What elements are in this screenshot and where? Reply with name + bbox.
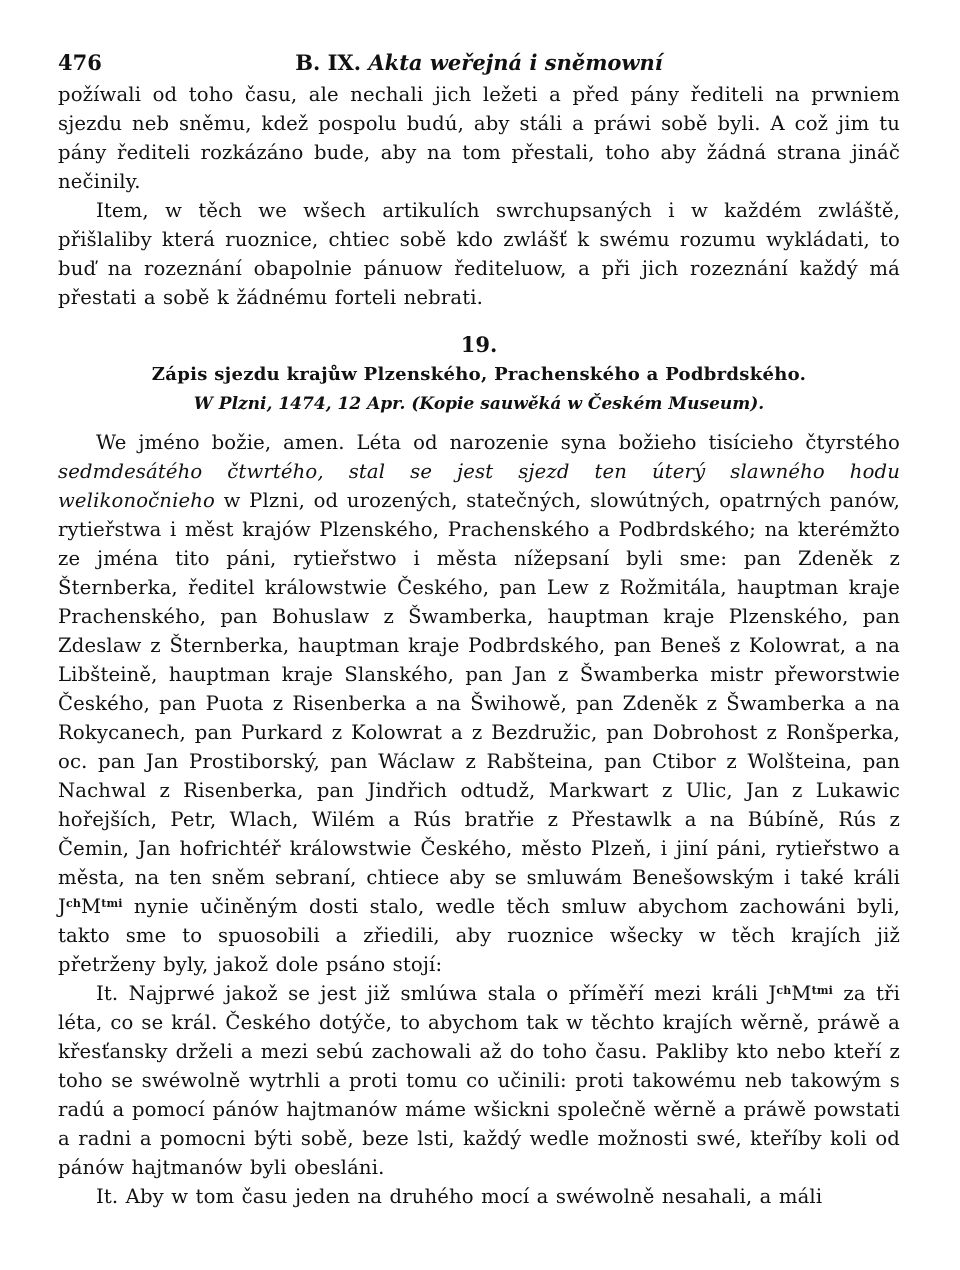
p2-sup-ch: ch (776, 984, 792, 997)
p1-italic-date: sedmdesátého čtwrtého, stal se jest sjezd ten úterý slawného hodu welikonočnieho (58, 460, 900, 512)
p1-middle: w Plzni, od urozených, statečných, slowútných, opatrných panów, rytieřstwa i měst krajów Plzenského, Prachenského a Podbrdského; na kterémžto ze jména tito páni, rytieřstwo i města nížepsaní byli sme: pan Zdeněk z Šternberka, ředitel králowstwie Českého, pan Lew z Rožmitála, hauptman kraje Prachenského, pan Bohuslaw z Šwamberka, hauptman kraje Plzenského, pan Zdeslaw z Šternberka, hauptman kraje Podbrdského, pan Beneš z Kolowrat, a na Libšteině, hauptman kraje Slanského, pan Jan z Šwamberka mistr přeworstwie Českého, pan Puota z Risenberka a na Šwihowě, pan Zdeněk z Šwamberka a na Rokycanech, pan Purkard z Kolowrat a z Bezdružic, pan Dobrohost z Ronšperka, oc. pan Jan Prostiborský, pan Wáclaw z Rabšteina, pan Ctibor z Wolšteina, pan Nachwal z Risenberka, pan Jindřich odtudž, Markwart z Ulic, Jan z Lukawic hořejších, Petr, Wlach, Wilém a Rús bratřie z Přestawlk a na Búbíně, Rús z Čemin, Jan hofrichtéř králowstwie Českého, město Plzeň, i jiní páni, rytieřstwo a města, na ten sněm sebraní, chtiece aby se smluwám Benešowským i také králi J (58, 489, 900, 918)
chapter-label: B. IX. (295, 50, 362, 75)
page-header (58, 40, 900, 80)
document-place-date: W Plzni, 1474, 12 Apr. (193, 394, 406, 414)
p1-start: We jméno božie, amen. Léta od narozenie syna božieho tisícieho čtyrstého (96, 431, 900, 454)
p2-m: M (791, 982, 812, 1005)
p1-sup-tmi: tmi (101, 897, 123, 910)
p2-sup-tmi: tmi (811, 984, 833, 997)
page-number: 476 (58, 50, 102, 75)
document-source-line (58, 394, 900, 428)
document-title: Zápis sjezdu krajůw Plzenského, Prachenského a Podbrdského. (151, 364, 807, 385)
p2-end: za tři léta, co se král. Českého dotýče, to abychom tak w těchto krajích wěrně, práwě a křesťansky drželi a mezi sebú zachowali až do toho času. Pakliby kto nebo kteří z toho se swéwolně wytrhli a proti tomu co učinili: proti takowému neb takowým s radú a pomocí pánów hajtmanów máme wšickni společně wěrně a práwě powstati a radni a pomocni býti sobě, beze lsti, každý wedle možnosti swé, kteříby koli od pánów hajtmanów byli obesláni. (58, 982, 900, 1179)
body-paragraph-2 (58, 979, 900, 1182)
p1-sup-ch: ch (66, 897, 82, 910)
intro-paragraph-1: požíwali od toho času, ale nechali jich ležeti a před pány řediteli na prwniem sjezdu neb sněmu, kdež pospolu budú, aby stáli a práwi sobě byli. A což jim tu pány řediteli rozkázáno bude, aby na tom přestali, toho aby žádná strana jináč nečinily. (58, 83, 900, 193)
body-paragraph-3: It. Aby w tom času jeden na druhého mocí a swéwolně nesahali, a máli (96, 1185, 823, 1208)
p2-start: It. Najprwé jakož se jest již smlúwa stala o příměří mezi králi J (96, 982, 777, 1005)
document-number: 19. (460, 332, 498, 357)
body-paragraph-1 (58, 428, 900, 979)
section-title: Akta weřejná i sněmowní (368, 50, 663, 75)
p1-end: nynie učiněným dosti stalo, wedle těch smluw abychom zachowáni byli, takto sme to spuosobili a zřiedili, aby ruoznice wšecky w těch krajích již přetrženy byly, jakož dole psáno stojí: (58, 895, 900, 976)
intro-paragraph-2: Item, w těch we wšech artikulích swrchupsaných i w každém zwláště, přišlaliby která ruoznice, chtiec sobě kdo zwlášť k swému rozumu wykládati, to buď na rozeznání obapolnie pánuow řediteluow, a při jich rozeznání každý má přestati a sobě k žádnému forteli nebrati. (58, 199, 900, 309)
document-source: (Kopie sauwěká w Českém Museum). (411, 394, 765, 414)
running-head (58, 50, 900, 75)
p1-m: M (81, 895, 102, 918)
